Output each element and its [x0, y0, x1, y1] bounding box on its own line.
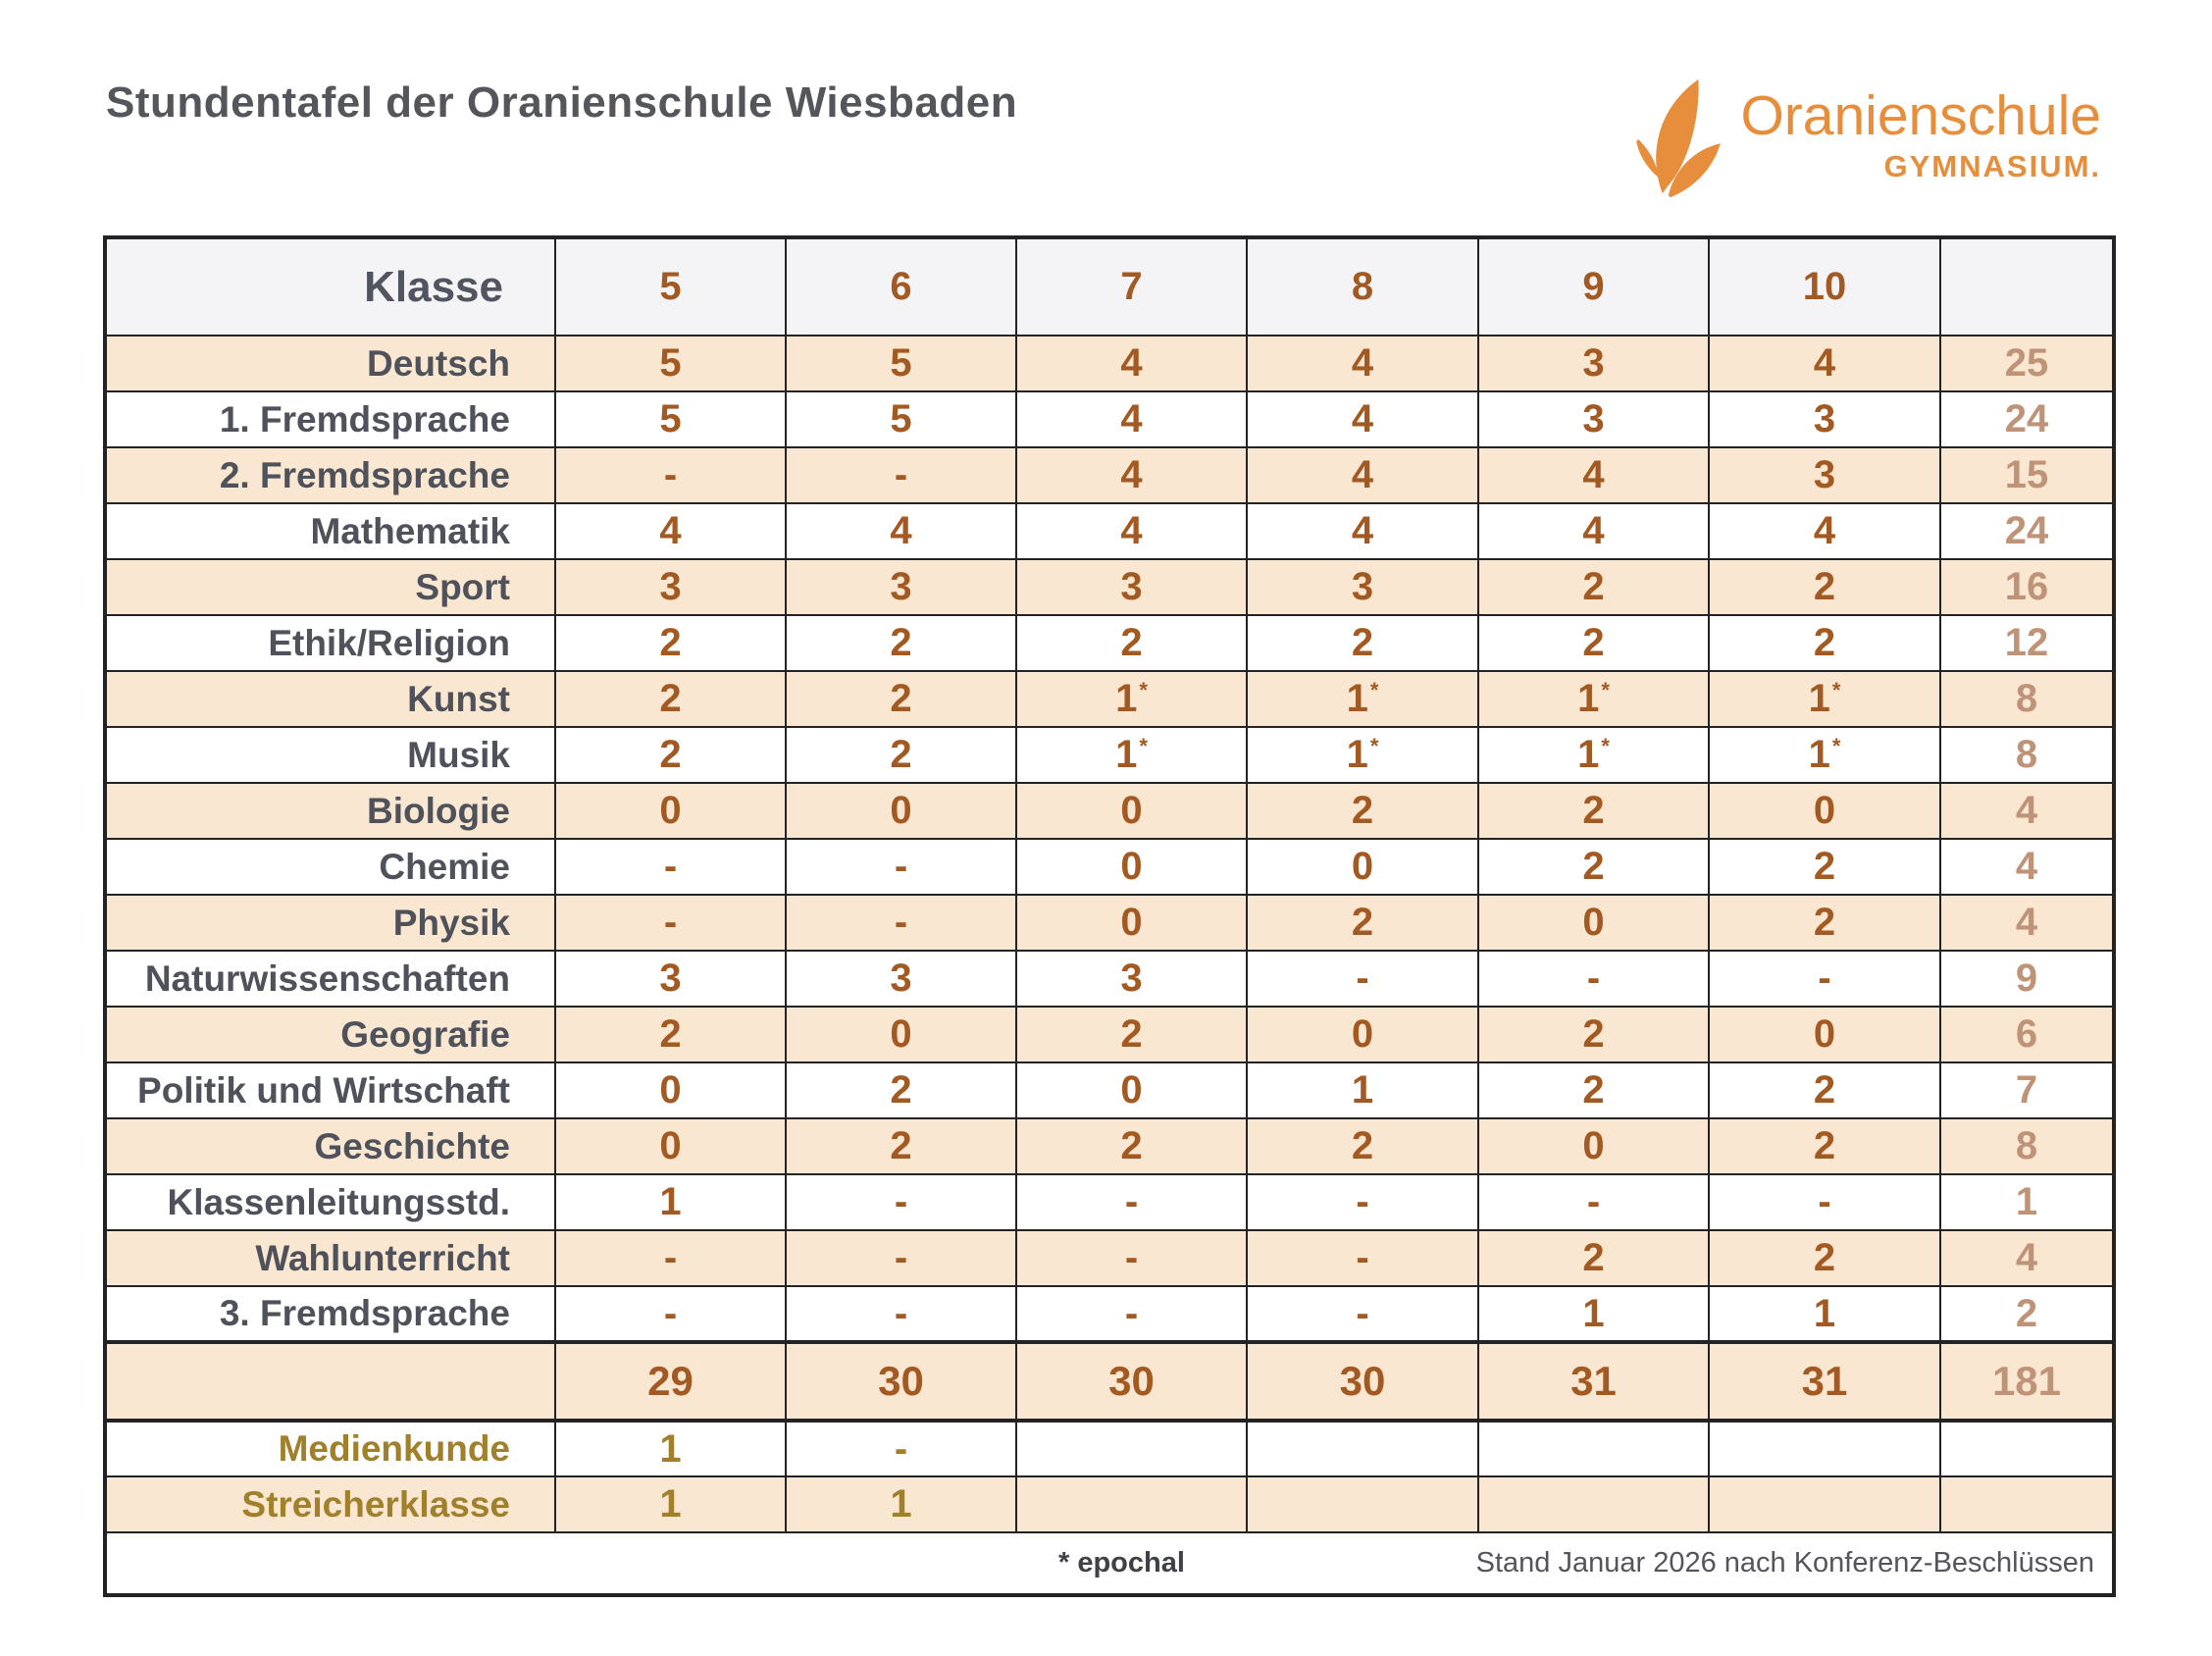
subject-row-value-10: 2	[1709, 895, 1940, 951]
subject-row-label: 2. Fremdsprache	[105, 447, 555, 503]
subject-row-label: 3. Fremdsprache	[105, 1286, 555, 1342]
subject-row-label: Sport	[105, 559, 555, 615]
subject-row-value-7: 2	[1016, 1007, 1247, 1062]
subject-row-value-7: 2	[1016, 1118, 1247, 1174]
subject-row-value-8: 4	[1247, 391, 1478, 447]
subject-row-label: Chemie	[105, 839, 555, 895]
subject-row-value-9: -	[1478, 1174, 1709, 1230]
subject-row-value-8: -	[1247, 1174, 1478, 1230]
subject-row	[105, 447, 2114, 503]
subject-row-value-9: 3	[1478, 391, 1709, 447]
subject-row-value-8: 1	[1247, 1062, 1478, 1118]
subject-row	[105, 559, 2114, 615]
subject-row-label: Geschichte	[105, 1118, 555, 1174]
subject-row-value-9: 3	[1478, 336, 1709, 391]
subject-row-value-10: 4	[1709, 503, 1940, 559]
subject-row-label: Politik und Wirtschaft	[105, 1062, 555, 1118]
subject-row-value-9: 1*	[1478, 727, 1709, 783]
subject-row-total: 16	[1940, 559, 2114, 615]
subject-row-label: Geografie	[105, 1007, 555, 1062]
subject-row-total: 4	[1940, 1230, 2114, 1286]
subject-row-value-8: 0	[1247, 1007, 1478, 1062]
logo	[1628, 73, 2101, 202]
subject-row-value-5: 2	[555, 615, 786, 671]
extra-row-label: Streicherklasse	[105, 1476, 555, 1532]
subject-row	[105, 895, 2114, 951]
subject-row-label: Kunst	[105, 671, 555, 727]
subject-row-value-5: 2	[555, 727, 786, 783]
subject-row-value-5: 3	[555, 559, 786, 615]
subject-row	[105, 615, 2114, 671]
subject-row-label: 1. Fremdsprache	[105, 391, 555, 447]
extra-row-value-9	[1478, 1476, 1709, 1532]
subject-row-value-9: 4	[1478, 447, 1709, 503]
subject-row-value-9: 2	[1478, 839, 1709, 895]
subject-row-value-8: 4	[1247, 503, 1478, 559]
subject-row-value-6: 4	[786, 503, 1016, 559]
sum-row-value-7: 30	[1016, 1342, 1247, 1421]
logo-wordmark: Oranienschule	[1740, 84, 2101, 147]
subject-row-value-7: -	[1016, 1286, 1247, 1342]
header-class-6: 6	[786, 237, 1016, 336]
subject-row-value-8: 2	[1247, 1118, 1478, 1174]
subject-row-total: 1	[1940, 1174, 2114, 1230]
subject-row-value-8: -	[1247, 1286, 1478, 1342]
subject-row-value-5: 5	[555, 336, 786, 391]
header-class-10: 10	[1709, 237, 1940, 336]
subject-row-value-7: 4	[1016, 336, 1247, 391]
extra-row-value-8	[1247, 1476, 1478, 1532]
subject-row	[105, 839, 2114, 895]
subject-row-value-10: 3	[1709, 447, 1940, 503]
subject-row	[105, 1174, 2114, 1230]
subject-row-value-9: 2	[1478, 559, 1709, 615]
extra-row-value-6: -	[786, 1421, 1016, 1476]
subject-row-value-7: 3	[1016, 951, 1247, 1007]
subject-row	[105, 671, 2114, 727]
subject-row	[105, 336, 2114, 391]
subject-row-value-7: -	[1016, 1174, 1247, 1230]
status-note: Stand Januar 2026 nach Konferenz-Beschlüssen	[1475, 1547, 2094, 1578]
subject-row-value-5: 3	[555, 951, 786, 1007]
subject-row-label: Mathematik	[105, 503, 555, 559]
subject-row-value-8: 2	[1247, 615, 1478, 671]
sum-row-value-6: 30	[786, 1342, 1016, 1421]
header-total-empty	[1940, 237, 2114, 336]
subject-row-value-9: 2	[1478, 1062, 1709, 1118]
swoosh-leaf-icon	[1628, 73, 1728, 202]
logo-text	[1740, 73, 2101, 184]
subject-row-value-9: -	[1478, 951, 1709, 1007]
subject-row	[105, 503, 2114, 559]
subject-row-value-10: 3	[1709, 391, 1940, 447]
subject-row-value-10: -	[1709, 951, 1940, 1007]
header-class-8: 8	[1247, 237, 1478, 336]
subject-row-total: 4	[1940, 783, 2114, 839]
sum-row-value-8: 30	[1247, 1342, 1478, 1421]
subject-row-value-8: 1*	[1247, 671, 1478, 727]
subject-row-value-7: 1*	[1016, 671, 1247, 727]
sum-row-value-10: 31	[1709, 1342, 1940, 1421]
extra-row-value-5: 1	[555, 1476, 786, 1532]
subject-row-value-9: 0	[1478, 1118, 1709, 1174]
extra-row-value-9	[1478, 1421, 1709, 1476]
subject-row-value-6: -	[786, 895, 1016, 951]
subject-row-value-5: 5	[555, 391, 786, 447]
epochal-star: *	[1601, 734, 1610, 759]
subject-row-value-5: -	[555, 447, 786, 503]
subject-row	[105, 1007, 2114, 1062]
header-class-9: 9	[1478, 237, 1709, 336]
sum-row-label	[105, 1342, 555, 1421]
subject-row-value-8: 0	[1247, 839, 1478, 895]
subject-row-total: 4	[1940, 839, 2114, 895]
sum-row-value-9: 31	[1478, 1342, 1709, 1421]
timetable-table	[103, 235, 2116, 1597]
page-title: Stundentafel der Oranienschule Wiesbaden	[106, 78, 1018, 127]
subject-row	[105, 1118, 2114, 1174]
subject-row-total: 7	[1940, 1062, 2114, 1118]
subject-row-value-10: 0	[1709, 1007, 1940, 1062]
subject-row	[105, 391, 2114, 447]
subject-row-value-9: 2	[1478, 1230, 1709, 1286]
subject-row-value-6: 5	[786, 391, 1016, 447]
subject-row-value-7: 3	[1016, 559, 1247, 615]
subject-row-value-6: 0	[786, 1007, 1016, 1062]
subject-row-value-10: 1*	[1709, 727, 1940, 783]
subject-row-label: Biologie	[105, 783, 555, 839]
extra-row-value-6: 1	[786, 1476, 1016, 1532]
subject-row-value-5: 0	[555, 783, 786, 839]
subject-row-value-6: 3	[786, 951, 1016, 1007]
timetable	[103, 235, 2116, 1597]
subject-row-value-5: -	[555, 839, 786, 895]
subject-row-label: Physik	[105, 895, 555, 951]
subject-row-value-8: 4	[1247, 447, 1478, 503]
epochal-star: *	[1369, 678, 1379, 703]
subject-row-value-9: 2	[1478, 615, 1709, 671]
logo-subtitle: GYMNASIUM.	[1883, 149, 2101, 183]
subject-row-value-9: 0	[1478, 895, 1709, 951]
subject-row-total: 24	[1940, 391, 2114, 447]
subject-row-value-8: 1*	[1247, 727, 1478, 783]
epochal-star: *	[1139, 678, 1148, 703]
epochal-star: *	[1831, 734, 1841, 759]
extra-row-value-7	[1016, 1476, 1247, 1532]
subject-row-label: Klassenleitungsstd.	[105, 1174, 555, 1230]
subject-row-value-5: 4	[555, 503, 786, 559]
subject-row	[105, 727, 2114, 783]
subject-row-value-7: -	[1016, 1230, 1247, 1286]
subject-row-total: 2	[1940, 1286, 2114, 1342]
subject-row-value-5: 0	[555, 1118, 786, 1174]
extra-row	[105, 1421, 2114, 1476]
subject-row-total: 6	[1940, 1007, 2114, 1062]
subject-row-value-6: 0	[786, 783, 1016, 839]
sum-row-value-5: 29	[555, 1342, 786, 1421]
epochal-star: *	[1831, 678, 1841, 703]
epochal-star: *	[1601, 678, 1610, 703]
subject-row-value-7: 0	[1016, 1062, 1247, 1118]
subject-row-value-6: 2	[786, 727, 1016, 783]
subject-row	[105, 1230, 2114, 1286]
subject-row-value-7: 0	[1016, 839, 1247, 895]
subject-row-value-6: 2	[786, 1118, 1016, 1174]
subject-row-total: 9	[1940, 951, 2114, 1007]
subject-row-value-6: 2	[786, 1062, 1016, 1118]
subject-row-value-7: 4	[1016, 503, 1247, 559]
subject-row	[105, 951, 2114, 1007]
subject-row-value-6: -	[786, 1230, 1016, 1286]
subject-row-total: 8	[1940, 727, 2114, 783]
subject-row-value-6: -	[786, 447, 1016, 503]
subject-row-value-5: 2	[555, 671, 786, 727]
subject-row-value-10: 2	[1709, 615, 1940, 671]
subject-row-value-9: 4	[1478, 503, 1709, 559]
subject-row-value-8: -	[1247, 1230, 1478, 1286]
subject-row-value-5: -	[555, 1230, 786, 1286]
subject-row-label: Naturwissenschaften	[105, 951, 555, 1007]
subject-row-value-9: 2	[1478, 783, 1709, 839]
subject-row-total: 15	[1940, 447, 2114, 503]
subject-row-value-10: 4	[1709, 336, 1940, 391]
subject-row-value-10: 2	[1709, 1062, 1940, 1118]
subject-row-value-10: 2	[1709, 1230, 1940, 1286]
subject-row-value-8: 2	[1247, 895, 1478, 951]
subject-row-value-5: 1	[555, 1174, 786, 1230]
extra-row	[105, 1476, 2114, 1532]
subject-row-label: Deutsch	[105, 336, 555, 391]
epochal-star: *	[1139, 734, 1148, 759]
subject-row-total: 8	[1940, 1118, 2114, 1174]
subject-row-value-6: 3	[786, 559, 1016, 615]
header-klasse: Klasse	[105, 237, 555, 336]
subject-row-value-5: 0	[555, 1062, 786, 1118]
subject-row-value-6: 2	[786, 615, 1016, 671]
subject-row-value-6: -	[786, 1286, 1016, 1342]
subject-row-label: Wahlunterricht	[105, 1230, 555, 1286]
extra-row-value-10	[1709, 1421, 1940, 1476]
subject-row-total: 25	[1940, 336, 2114, 391]
subject-row-value-7: 0	[1016, 895, 1247, 951]
extra-row-value-10	[1709, 1476, 1940, 1532]
extra-row-total	[1940, 1421, 2114, 1476]
subject-row-value-5: -	[555, 895, 786, 951]
subject-row-value-10: 1*	[1709, 671, 1940, 727]
subject-row-value-9: 1	[1478, 1286, 1709, 1342]
subject-row-total: 8	[1940, 671, 2114, 727]
subject-row-value-10: -	[1709, 1174, 1940, 1230]
subject-row-value-7: 1*	[1016, 727, 1247, 783]
subject-row-value-10: 1	[1709, 1286, 1940, 1342]
subject-row-value-8: -	[1247, 951, 1478, 1007]
subject-row-value-10: 0	[1709, 783, 1940, 839]
extra-row-label: Medienkunde	[105, 1421, 555, 1476]
subject-row-value-6: 2	[786, 671, 1016, 727]
subject-row-value-10: 2	[1709, 839, 1940, 895]
subject-row-value-10: 2	[1709, 1118, 1940, 1174]
header-class-5: 5	[555, 237, 786, 336]
sum-row	[105, 1342, 2114, 1421]
subject-row-value-5: -	[555, 1286, 786, 1342]
subject-row	[105, 1062, 2114, 1118]
subject-row-value-6: -	[786, 1174, 1016, 1230]
extra-row-value-7	[1016, 1421, 1247, 1476]
subject-row-value-8: 4	[1247, 336, 1478, 391]
subject-row-value-7: 0	[1016, 783, 1247, 839]
subject-row-total: 24	[1940, 503, 2114, 559]
subject-row-value-10: 2	[1709, 559, 1940, 615]
footnote-epochal: * epochal	[1058, 1547, 1185, 1578]
subject-row-value-8: 2	[1247, 783, 1478, 839]
sum-row-total: 181	[1940, 1342, 2114, 1421]
extra-row-total	[1940, 1476, 2114, 1532]
subject-row-label: Ethik/Religion	[105, 615, 555, 671]
footer-cell	[105, 1532, 2114, 1595]
extra-row-value-5: 1	[555, 1421, 786, 1476]
subject-row-value-9: 2	[1478, 1007, 1709, 1062]
subject-row-value-8: 3	[1247, 559, 1478, 615]
subject-row-label: Musik	[105, 727, 555, 783]
subject-row-value-6: 5	[786, 336, 1016, 391]
extra-row-value-8	[1247, 1421, 1478, 1476]
header-class-7: 7	[1016, 237, 1247, 336]
subject-row-value-7: 2	[1016, 615, 1247, 671]
footer-row	[105, 1532, 2114, 1595]
epochal-star: *	[1369, 734, 1379, 759]
subject-row-value-6: -	[786, 839, 1016, 895]
subject-row-value-7: 4	[1016, 447, 1247, 503]
subject-row-value-5: 2	[555, 1007, 786, 1062]
subject-row-value-7: 4	[1016, 391, 1247, 447]
subject-row-total: 12	[1940, 615, 2114, 671]
subject-row-total: 4	[1940, 895, 2114, 951]
subject-row-value-9: 1*	[1478, 671, 1709, 727]
subject-row	[105, 1286, 2114, 1342]
subject-row	[105, 783, 2114, 839]
header-row	[105, 237, 2114, 336]
